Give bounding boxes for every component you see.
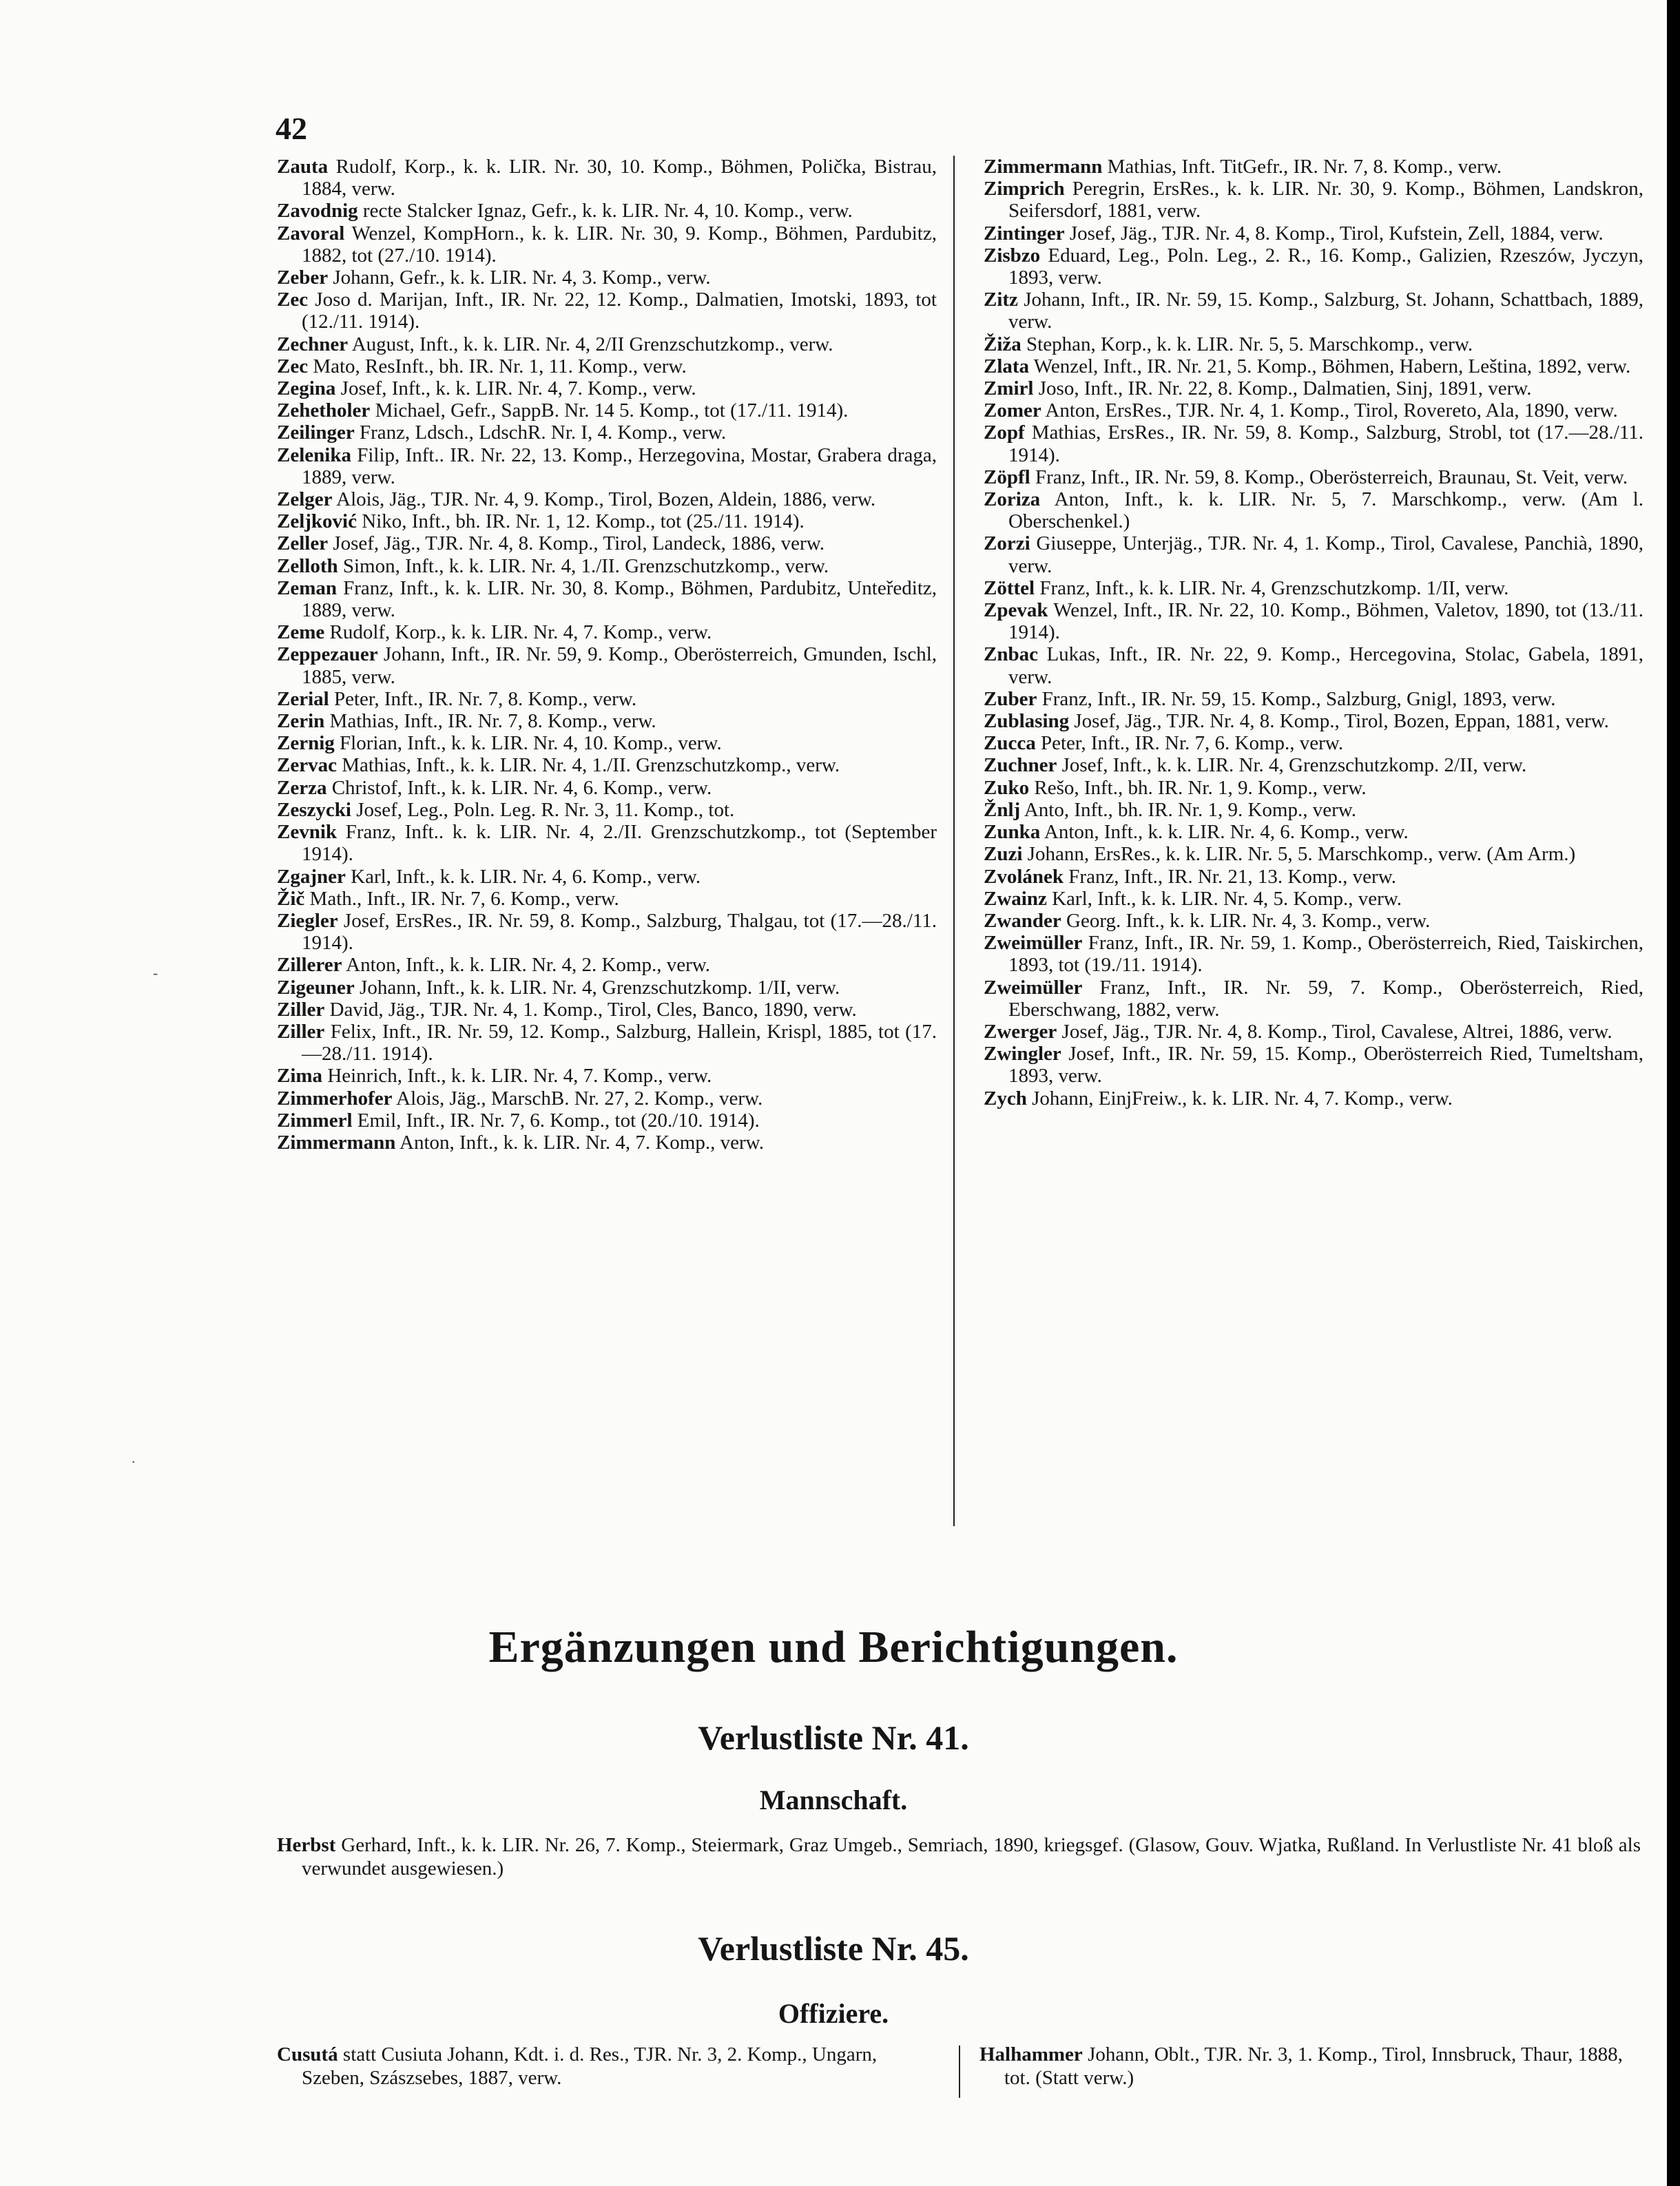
- entry-name: Zweimüller: [984, 976, 1083, 999]
- list-entry: [984, 821, 1643, 843]
- entry-name: Znbac: [984, 643, 1038, 666]
- entry-text: Johann, ErsRes., k. k. LIR. Nr. 5, 5. Marschkomp., verw. (Am Arm.): [1022, 843, 1576, 866]
- entry-name: Zeppezauer: [277, 643, 378, 666]
- entry-name: Zerial: [277, 687, 329, 710]
- list-entry: [277, 999, 937, 1021]
- entry-text: Wenzel, KompHorn., k. k. LIR. Nr. 30, 9. Komp., Böhmen, Pardubitz, 1882, tot (27./10. 1914).: [302, 222, 937, 267]
- entry-text: Franz, Inft., IR. Nr. 59, 7. Komp., Oberösterreich, Ried, Eberschwang, 1882, verw.: [1008, 976, 1643, 1021]
- entry-name: Zintinger: [984, 222, 1065, 244]
- list-entry: [277, 799, 937, 821]
- entry-name: Zimmermann: [277, 1131, 396, 1154]
- list-entry: [984, 688, 1643, 710]
- entry-text: Stephan, Korp., k. k. LIR. Nr. 5, 5. Marschkomp., verw.: [1021, 333, 1473, 355]
- entry-name: Zwerger: [984, 1020, 1057, 1043]
- list-entry: [277, 866, 937, 888]
- list-entry: [277, 289, 937, 333]
- correction-entry-cusuta: [277, 2043, 938, 2090]
- list-entry: [984, 488, 1643, 532]
- entry-text: Franz, Inft., IR. Nr. 59, 15. Komp., Salzburg, Gnigl, 1893, verw.: [1037, 687, 1556, 710]
- entry-name: Zimmermann: [984, 156, 1103, 178]
- entry-text: Franz, Inft., k. k. LIR. Nr. 4, Grenzschutzkomp. 1/II, verw.: [1035, 576, 1509, 599]
- entry-name: Zomer: [984, 399, 1041, 422]
- entry-name: Zwingler: [984, 1043, 1061, 1065]
- list-entry: [984, 910, 1643, 932]
- list-entry: [277, 710, 937, 732]
- entry-text: Johann, Inft., IR. Nr. 59, 15. Komp., Salzburg, St. Johann, Schattbach, 1889, verw.: [1008, 289, 1643, 333]
- entry-text: Joso, Inft., IR. Nr. 22, 8. Komp., Dalmatien, Sinj, 1891, verw.: [1033, 377, 1532, 400]
- entry-text: Josef, Leg., Poln. Leg. R. Nr. 3, 11. Komp., tot.: [351, 798, 735, 821]
- entry-name: Zelger: [277, 488, 333, 511]
- entry-name: Zych: [984, 1087, 1027, 1110]
- list-entry: [984, 777, 1643, 799]
- entry-name: Zwainz: [984, 887, 1047, 910]
- entry-text: Lukas, Inft., IR. Nr. 22, 9. Komp., Hercegovina, Stolac, Gabela, 1891, verw.: [1008, 643, 1643, 688]
- entry-text: Anton, Inft., k. k. LIR. Nr. 5, 7. Marschkomp., verw. (Am l. Oberschenkel.): [1008, 488, 1643, 533]
- entry-name: Zorzi: [984, 532, 1030, 555]
- list-entry: [984, 754, 1643, 776]
- verlustliste-45-title: Verlustliste Nr. 45.: [698, 1929, 969, 1968]
- list-entry: [277, 577, 937, 621]
- column-divider: [953, 156, 955, 1526]
- entry-text: Josef, Jäg., TJR. Nr. 4, 8. Komp., Tirol, Bozen, Eppan, 1881, verw.: [1069, 710, 1609, 733]
- entry-name: Zmirl: [984, 377, 1034, 400]
- entry-name: Zpevak: [984, 599, 1048, 622]
- list-entry: [277, 688, 937, 710]
- entry-text: Josef, Inft., k. k. LIR. Nr. 4, 7. Komp., verw.: [335, 377, 696, 400]
- list-entry: [984, 1087, 1643, 1110]
- entry-name: Zublasing: [984, 710, 1070, 733]
- entry-name: Zitz: [984, 289, 1018, 311]
- list-entry: [277, 954, 937, 976]
- list-entry: [277, 200, 937, 222]
- entry-name: Zauta: [277, 156, 329, 178]
- entry-name: Zima: [277, 1065, 323, 1087]
- entry-text: Giuseppe, Unterjäg., TJR. Nr. 4, 1. Komp., Tirol, Cavalese, Panchià, 1890, verw.: [1008, 532, 1643, 577]
- section-heading: Ergänzungen und Berichtigungen.: [488, 1622, 1179, 1672]
- entry-name: Zuzi: [984, 843, 1023, 866]
- entry-text: Michael, Gefr., SappB. Nr. 14 5. Komp., tot (17./11. 1914).: [370, 399, 849, 422]
- entry-name: Zevnik: [277, 821, 338, 844]
- list-entry: [984, 1043, 1643, 1087]
- list-entry: [984, 377, 1643, 399]
- entry-text: Josef, Inft., k. k. LIR. Nr. 4, Grenzschutzkomp. 2/II, verw.: [1057, 754, 1527, 777]
- entry-name: Zervac: [277, 754, 337, 777]
- offiziere-subtitle: Offiziere.: [778, 1998, 889, 2029]
- entry-text: statt Cusiuta Johann, Kdt. i. d. Res., TJR. Nr. 3, 2. Komp., Ungarn, Szeben, Szászsebes, 1887, verw.: [302, 2043, 878, 2089]
- list-entry: [277, 1132, 937, 1154]
- entry-name: Žnlj: [984, 798, 1021, 821]
- list-entry: [277, 821, 937, 865]
- entry-name: Žiža: [984, 333, 1022, 355]
- list-entry: [277, 267, 937, 289]
- entry-name: Zeljković: [277, 510, 357, 533]
- entry-text: Mato, ResInft., bh. IR. Nr. 1, 11. Komp., verw.: [308, 355, 687, 377]
- right-column: [984, 156, 1643, 1110]
- entry-text: Filip, Inft.. IR. Nr. 22, 13. Komp., Herzegovina, Mostar, Grabera draga, 1889, verw.: [302, 444, 937, 488]
- entry-text: Emil, Inft., IR. Nr. 7, 6. Komp., tot (20./10. 1914).: [352, 1109, 760, 1132]
- entry-name: Halhammer: [979, 2043, 1083, 2065]
- entry-name: Ziller: [277, 1020, 325, 1043]
- scan-border: [1667, 0, 1680, 2186]
- entry-text: Josef, Jäg., TJR. Nr. 4, 8. Komp., Tirol, Cavalese, Altrei, 1886, verw.: [1057, 1020, 1612, 1043]
- entry-name: Zeber: [277, 267, 329, 289]
- list-entry: [277, 444, 937, 488]
- list-entry: [277, 333, 937, 355]
- entry-text: Franz, Inft., k. k. LIR. Nr. 30, 8. Komp., Böhmen, Pardubitz, Unteředitz, 1889, verw.: [302, 576, 937, 622]
- list-entry: [277, 377, 937, 399]
- entry-name: Zisbzo: [984, 244, 1041, 267]
- entry-text: Joso d. Marijan, Inft., IR. Nr. 22, 12. Komp., Dalmatien, Imotski, 1893, tot (12./11. 1914).: [302, 289, 937, 333]
- list-entry: [984, 178, 1643, 222]
- entry-text: Mathias, Inft., IR. Nr. 7, 8. Komp., verw.: [324, 710, 656, 733]
- entry-name: Zopf: [984, 421, 1025, 444]
- list-entry: [984, 421, 1643, 466]
- entry-name: Zeller: [277, 532, 329, 555]
- entry-text: Niko, Inft., bh. IR. Nr. 1, 12. Komp., tot (25./11. 1914).: [357, 510, 805, 533]
- entry-text: Eduard, Leg., Poln. Leg., 2. R., 16. Komp., Galizien, Rzeszów, Jyczyn, 1893, verw.: [1008, 244, 1643, 289]
- entry-text: Anto, Inft., bh. IR. Nr. 1, 9. Komp., verw.: [1020, 798, 1357, 821]
- entry-name: Ziller: [277, 998, 325, 1021]
- list-entry: [984, 1021, 1643, 1043]
- entry-name: Herbst: [277, 1834, 336, 1856]
- entry-text: Josef, Jäg., TJR. Nr. 4, 8. Komp., Tirol, Landeck, 1886, verw.: [328, 532, 825, 555]
- entry-text: Josef, Jäg., TJR. Nr. 4, 8. Komp., Tirol, Kufstein, Zell, 1884, verw.: [1064, 222, 1604, 244]
- list-entry: [984, 289, 1643, 333]
- entry-text: Peregrin, ErsRes., k. k. LIR. Nr. 30, 9. Komp., Böhmen, Landskron, Seifersdorf, 1881, verw.: [1008, 178, 1643, 222]
- entry-text: Anton, Inft., k. k. LIR. Nr. 4, 6. Komp., verw.: [1040, 821, 1409, 844]
- entry-text: Johann, EinjFreiw., k. k. LIR. Nr. 4, 7. Komp., verw.: [1026, 1087, 1453, 1110]
- list-entry: [277, 643, 937, 687]
- entry-text: Mathias, Inft. TitGefr., IR. Nr. 7, 8. Komp., verw.: [1102, 156, 1502, 178]
- entry-text: Mathias, ErsRes., IR. Nr. 59, 8. Komp., Salzburg, Strobl, tot (17.—28./11. 1914).: [1008, 421, 1643, 466]
- entry-text: Johann, Gefr., k. k. LIR. Nr. 4, 3. Komp., verw.: [328, 267, 711, 289]
- entry-name: Zucca: [984, 732, 1036, 755]
- entry-text: Peter, Inft., IR. Nr. 7, 8. Komp., verw.: [329, 687, 637, 710]
- entry-name: Zelloth: [277, 554, 338, 577]
- bottom-divider: [959, 2046, 960, 2098]
- entry-text: Josef, Inft., IR. Nr. 59, 15. Komp., Oberösterreich Ried, Tumeltsham, 1893, verw.: [1008, 1043, 1643, 1087]
- entry-text: Math., Inft., IR. Nr. 7, 6. Komp., verw.: [304, 887, 619, 910]
- list-entry: [984, 799, 1643, 821]
- list-entry: [277, 532, 937, 554]
- entry-text: Franz, Ldsch., LdschR. Nr. I, 4. Komp., verw.: [354, 421, 727, 444]
- list-entry: [277, 910, 937, 954]
- entry-name: Zöttel: [984, 576, 1035, 599]
- list-entry: [984, 866, 1643, 888]
- list-entry: [984, 599, 1643, 643]
- entry-name: Zunka: [984, 821, 1041, 844]
- entry-name: Zec: [277, 355, 309, 377]
- list-entry: [984, 932, 1643, 976]
- entry-name: Zavodnig: [277, 200, 358, 222]
- list-entry: [984, 355, 1643, 377]
- list-entry: [984, 333, 1643, 355]
- entry-name: Zimmerhofer: [277, 1087, 393, 1110]
- list-entry: [984, 532, 1643, 576]
- entry-text: Anton, ErsRes., TJR. Nr. 4, 1. Komp., Tirol, Rovereto, Ala, 1890, verw.: [1041, 399, 1618, 422]
- entry-name: Zuber: [984, 687, 1037, 710]
- entry-name: Zeszycki: [277, 798, 351, 821]
- list-entry: [984, 888, 1643, 910]
- list-entry: [984, 843, 1643, 865]
- list-entry: [277, 1087, 937, 1110]
- margin-mark: ·: [131, 1453, 136, 1470]
- list-entry: [277, 156, 937, 200]
- list-entry: [277, 1110, 937, 1132]
- entry-name: Zöpfl: [984, 466, 1030, 488]
- entry-text: Franz, Inft.. k. k. LIR. Nr. 4, 2./II. Grenzschutzkomp., tot (September 1914).: [302, 821, 937, 866]
- entry-text: Felix, Inft., IR. Nr. 59, 12. Komp., Salzburg, Hallein, Krispl, 1885, tot (17.—28./11. 1914).: [302, 1020, 937, 1065]
- entry-text: Johann, Inft., IR. Nr. 59, 9. Komp., Oberösterreich, Gmunden, Ischl, 1885, verw.: [302, 643, 937, 688]
- list-entry: [984, 977, 1643, 1021]
- list-entry: [277, 732, 937, 754]
- entry-text: David, Jäg., TJR. Nr. 4, 1. Komp., Tirol, Cles, Banco, 1890, verw.: [324, 998, 857, 1021]
- entry-text: Karl, Inft., k. k. LIR. Nr. 4, 6. Komp., verw.: [345, 865, 701, 888]
- entry-text: Alois, Jäg., TJR. Nr. 4, 9. Komp., Tirol, Bozen, Aldein, 1886, verw.: [332, 488, 876, 511]
- list-entry: [277, 222, 937, 267]
- entry-text: recte Stalcker Ignaz, Gefr., k. k. LIR. Nr. 4, 10. Komp., verw.: [357, 200, 853, 222]
- list-entry: [277, 510, 937, 532]
- entry-name: Zimmerl: [277, 1109, 353, 1132]
- entry-name: Zehetholer: [277, 399, 371, 422]
- entry-name: Zigeuner: [277, 976, 355, 999]
- entry-name: Zuchner: [984, 754, 1057, 777]
- entry-text: Franz, Inft., IR. Nr. 59, 8. Komp., Oberösterreich, Braunau, St. Veit, verw.: [1030, 466, 1628, 488]
- mannschaft-subtitle: Mannschaft.: [759, 1784, 908, 1815]
- entry-text: Franz, Inft., IR. Nr. 59, 1. Komp., Oberösterreich, Ried, Taiskirchen, 1893, tot (19./11. 1914).: [1008, 932, 1643, 977]
- list-entry: [984, 399, 1643, 421]
- entry-name: Zoriza: [984, 488, 1041, 511]
- entry-name: Zgajner: [277, 865, 346, 888]
- list-entry: [277, 777, 937, 799]
- entry-name: Zegina: [277, 377, 336, 400]
- entry-text: Peter, Inft., IR. Nr. 7, 6. Komp., verw.: [1035, 732, 1344, 755]
- entry-text: Wenzel, Inft., IR. Nr. 22, 10. Komp., Böhmen, Valetov, 1890, tot (13./11. 1914).: [1008, 599, 1643, 644]
- entry-text: Simon, Inft., k. k. LIR. Nr. 4, 1./II. Grenzschutzkomp., verw.: [338, 554, 829, 577]
- entry-text: Georg. Inft., k. k. LIR. Nr. 4, 3. Komp., verw.: [1061, 909, 1431, 932]
- entry-name: Zerza: [277, 776, 327, 799]
- entry-text: Franz, Inft., IR. Nr. 21, 13. Komp., verw.: [1064, 865, 1397, 888]
- entry-name: Zernig: [277, 732, 335, 755]
- entry-name: Zuko: [984, 776, 1030, 799]
- entry-name: Zec: [277, 289, 309, 311]
- list-entry: [984, 244, 1643, 289]
- entry-name: Žič: [277, 887, 305, 910]
- list-entry: [984, 577, 1643, 599]
- list-entry: [984, 466, 1643, 488]
- entry-name: Zeilinger: [277, 421, 355, 444]
- entry-text: Anton, Inft., k. k. LIR. Nr. 4, 7. Komp., verw.: [395, 1131, 764, 1154]
- list-entry: [984, 732, 1643, 754]
- entry-text: Wenzel, Inft., IR. Nr. 21, 5. Komp., Böhmen, Habern, Leština, 1892, verw.: [1029, 355, 1631, 377]
- entry-name: Zelenika: [277, 444, 351, 466]
- list-entry: [984, 222, 1643, 244]
- entry-name: Zavoral: [277, 222, 345, 244]
- entry-name: Zwander: [984, 909, 1061, 932]
- entry-text: Johann, Oblt., TJR. Nr. 3, 1. Komp., Tirol, Innsbruck, Thaur, 1888, tot. (Statt verw.): [1004, 2043, 1623, 2089]
- list-entry: [984, 710, 1643, 732]
- list-entry: [984, 643, 1643, 687]
- entry-name: Zimprich: [984, 178, 1065, 200]
- entry-name: Zeman: [277, 576, 337, 599]
- entry-text: Rudolf, Korp., k. k. LIR. Nr. 30, 10. Komp., Böhmen, Polička, Bistrau, 1884, verw.: [302, 156, 937, 200]
- entry-name: Zeme: [277, 621, 325, 644]
- left-column: [277, 156, 937, 1154]
- verlustliste-41-title: Verlustliste Nr. 41.: [698, 1718, 969, 1757]
- entry-name: Zerin: [277, 710, 325, 733]
- entry-name: Zechner: [277, 333, 349, 355]
- entry-text: Karl, Inft., k. k. LIR. Nr. 4, 5. Komp., verw.: [1046, 887, 1402, 910]
- list-entry: [277, 355, 937, 377]
- entry-text: Mathias, Inft., k. k. LIR. Nr. 4, 1./II. Grenzschutzkomp., verw.: [336, 754, 840, 777]
- entry-name: Zillerer: [277, 954, 342, 977]
- entry-text: Heinrich, Inft., k. k. LIR. Nr. 4, 7. Komp., verw.: [322, 1065, 712, 1087]
- entry-text: Florian, Inft., k. k. LIR. Nr. 4, 10. Komp., verw.: [334, 732, 722, 755]
- list-entry: [277, 421, 937, 444]
- entry-text: Rudolf, Korp., k. k. LIR. Nr. 4, 7. Komp., verw.: [324, 621, 712, 644]
- list-entry: [277, 399, 937, 421]
- list-entry: [277, 621, 937, 643]
- list-entry: [277, 754, 937, 776]
- entry-text: Gerhard, Inft., k. k. LIR. Nr. 26, 7. Komp., Steiermark, Graz Umgeb., Semriach, 1890, kriegsgef. (Glasow, Gouv. Wjatka, Rußland. In Verlustliste Nr. 41 bloß als verwundet ausgewiesen.): [302, 1834, 1641, 1880]
- entry-text: August, Inft., k. k. LIR. Nr. 4, 2/II Grenzschutzkomp., verw.: [348, 333, 833, 355]
- entry-text: Anton, Inft., k. k. LIR. Nr. 4, 2. Komp., verw.: [342, 954, 711, 977]
- entry-text: Johann, Inft., k. k. LIR. Nr. 4, Grenzschutzkomp. 1/II, verw.: [354, 976, 840, 999]
- entry-name: Cusutá: [277, 2043, 338, 2065]
- list-entry: [277, 888, 937, 910]
- list-entry: [277, 1021, 937, 1065]
- entry-text: Alois, Jäg., MarschB. Nr. 27, 2. Komp., verw.: [392, 1087, 763, 1110]
- entry-text: Christof, Inft., k. k. LIR. Nr. 4, 6. Komp., verw.: [326, 776, 712, 799]
- entry-name: Zweimüller: [984, 932, 1083, 955]
- correction-entry-herbst: [277, 1833, 1641, 1880]
- entry-text: Rešo, Inft., bh. IR. Nr. 1, 9. Komp., verw.: [1029, 776, 1367, 799]
- entry-text: Josef, ErsRes., IR. Nr. 59, 8. Komp., Salzburg, Thalgau, tot (17.—28./11. 1914).: [302, 909, 937, 955]
- entry-name: Ziegler: [277, 909, 338, 932]
- list-entry: [277, 977, 937, 999]
- entry-name: Zlata: [984, 355, 1030, 377]
- list-entry: [984, 156, 1643, 178]
- page-number: 42: [276, 111, 307, 146]
- correction-entry-halhammer: [979, 2043, 1641, 2090]
- margin-mark: -: [153, 964, 158, 981]
- entry-name: Zvolánek: [984, 865, 1064, 888]
- list-entry: [277, 555, 937, 577]
- list-entry: [277, 1065, 937, 1087]
- list-entry: [277, 488, 937, 510]
